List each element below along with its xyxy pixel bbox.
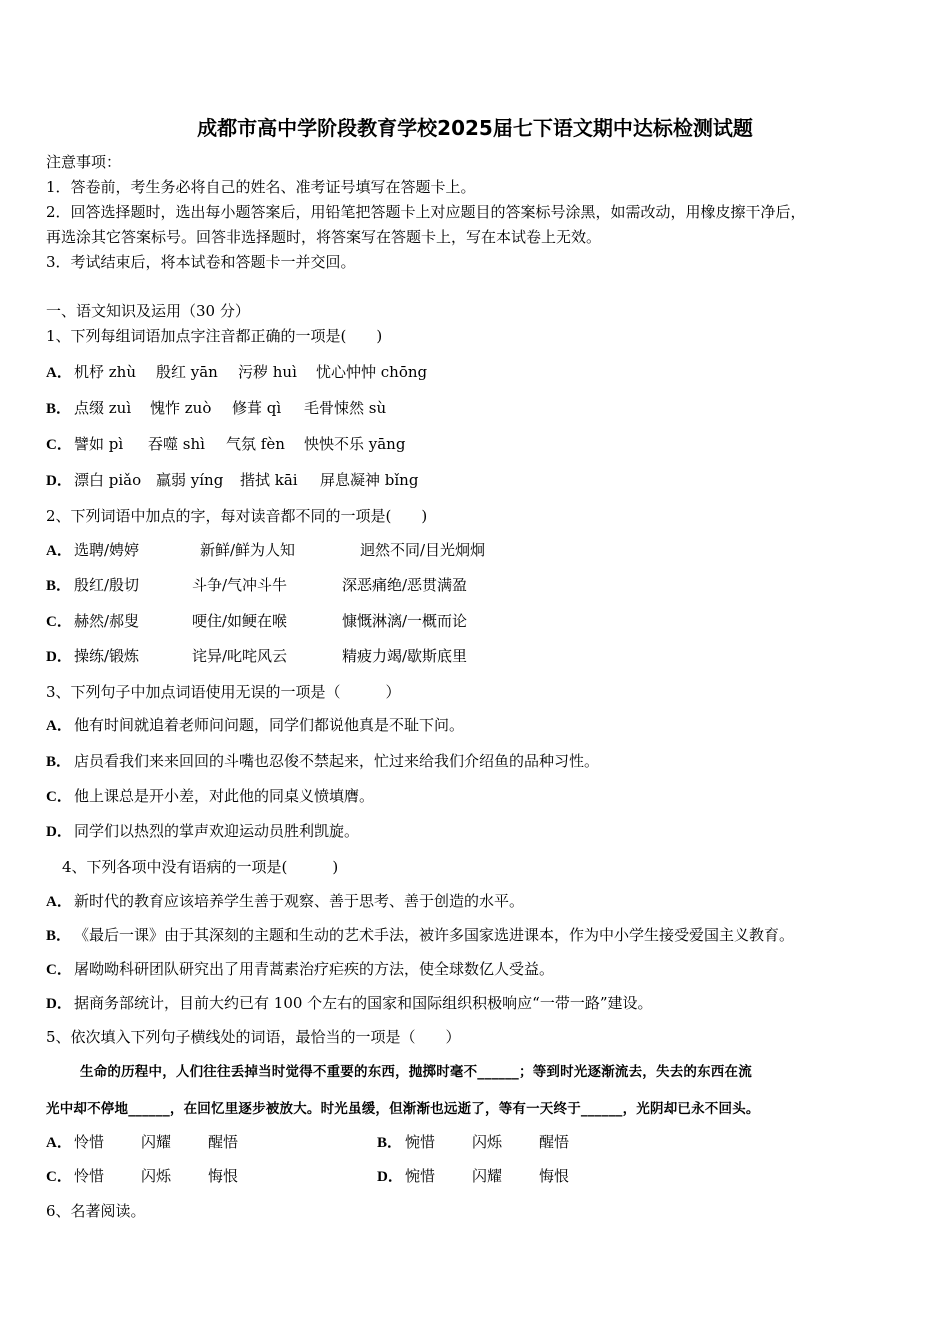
question-1-option-a — [46, 362, 427, 383]
option-letter: C． — [46, 614, 72, 630]
question-3-option-d — [46, 821, 359, 842]
question-6-stem: 6、名著阅读。 — [46, 1202, 146, 1220]
option-item: 斗争/气冲斗牛 — [192, 576, 288, 594]
option-text: 新时代的教育应该培养学生善于观察、善于思考、善于创造的水平。 — [74, 892, 525, 910]
option-letter: D． — [46, 649, 72, 665]
option-letter: B． — [46, 928, 72, 944]
option-item: 揩拭 kāi — [240, 471, 298, 489]
option-item: 譬如 pì — [74, 435, 124, 453]
option-item: 闪耀 — [141, 1133, 172, 1151]
question-2-option-b — [46, 575, 467, 596]
question-4-option-a — [46, 891, 524, 912]
option-text: 店员看我们来来回回的斗嘴也忍俊不禁起来，忙过来给我们介绍鱼的品种习性。 — [74, 752, 600, 770]
question-3-stem: 3、下列句子中加点词语使用无误的一项是（ ） — [46, 683, 401, 701]
question-4-stem: 4、下列各项中没有语病的一项是( ) — [62, 858, 339, 876]
option-item: 怜惜 — [74, 1167, 105, 1185]
option-item: 殷红 yān — [156, 363, 218, 381]
question-2-option-c — [46, 611, 467, 632]
option-item: 羸弱 yíng — [156, 471, 224, 489]
question-3-option-a — [46, 715, 464, 736]
notice-item-2-cont: 再选涂其它答案标号。回答非选择题时，将答案写在答题卡上，写在本试卷上无效。 — [46, 228, 602, 246]
notice-heading: 注意事项： — [46, 153, 122, 171]
option-letter: C． — [46, 789, 72, 805]
option-item: 闪耀 — [472, 1167, 503, 1185]
option-item: 闪烁 — [141, 1167, 172, 1185]
option-letter: C． — [46, 962, 72, 978]
option-letter: D． — [46, 473, 72, 489]
option-item: 哽住/如鲠在喉 — [192, 612, 288, 630]
option-item: 机杼 zhù — [74, 363, 136, 381]
option-item: 忧心忡忡 chōng — [316, 363, 428, 381]
option-item: 闪烁 — [472, 1133, 503, 1151]
option-letter: A． — [46, 365, 72, 381]
question-5-stem: 5、依次填入下列句子横线处的词语，最恰当的一项是（ ） — [46, 1028, 461, 1046]
notice-item-2: 2．回答选择题时，选出每小题答案后，用铅笔把答题卡上对应题目的答案标号涂黑，如需改动，用橡皮擦干净后， — [46, 203, 806, 221]
option-text: 他上课总是开小差，对此他的同桌义愤填膺。 — [74, 787, 375, 805]
option-item: 修葺 qì — [232, 399, 282, 417]
option-item: 操练/锻炼 — [74, 647, 140, 665]
option-item: 精疲力竭/歇斯底里 — [342, 647, 468, 665]
option-item: 毛骨悚然 sù — [304, 399, 387, 417]
option-letter: C． — [46, 1169, 72, 1185]
question-5-option-c — [46, 1166, 238, 1187]
question-2-option-a — [46, 540, 485, 561]
option-item: 漂白 piǎo — [74, 471, 142, 489]
notice-item-1: 1．答卷前，考生务必将自己的姓名、准考证号填写在答题卡上。 — [46, 178, 476, 196]
option-letter: B． — [46, 754, 72, 770]
option-text: 他有时间就追着老师问问题，同学们都说他真是不耻下问。 — [74, 716, 465, 734]
option-letter: A． — [46, 543, 72, 559]
option-item: 怏怏不乐 yāng — [304, 435, 406, 453]
notice-item-3: 3．考试结束后，将本试卷和答题卡一并交回。 — [46, 253, 356, 271]
option-item: 慷慨淋漓/一概而论 — [342, 612, 468, 630]
option-text: 据商务部统计，目前大约已有 100 个左右的国家和国际组织积极响应“一带一路”建设。 — [74, 994, 653, 1012]
option-item: 惋惜 — [405, 1167, 436, 1185]
option-letter: B． — [377, 1135, 403, 1151]
option-item: 悔恨 — [208, 1167, 239, 1185]
question-3-option-c — [46, 786, 374, 807]
question-1-option-c — [46, 434, 405, 455]
option-letter: A． — [46, 894, 72, 910]
option-letter: C． — [46, 437, 72, 453]
option-item: 怜惜 — [74, 1133, 105, 1151]
option-item: 赫然/郝叟 — [74, 612, 140, 630]
question-5-option-a — [46, 1132, 238, 1153]
question-1-option-d — [46, 470, 418, 491]
option-letter: B． — [46, 578, 72, 594]
option-item: 屏息凝神 bǐng — [320, 471, 419, 489]
option-item: 惋惜 — [405, 1133, 436, 1151]
option-letter: D． — [46, 824, 72, 840]
question-2-stem: 2、下列词语中加点的字，每对读音都不同的一项是( ) — [46, 507, 428, 525]
option-letter: B． — [46, 401, 72, 417]
option-item: 选聘/娉婷 — [74, 541, 140, 559]
option-letter: A． — [46, 1135, 72, 1151]
question-1-option-b — [46, 398, 386, 419]
option-item: 悔恨 — [539, 1167, 570, 1185]
option-item: 迥然不同/目光炯炯 — [360, 541, 486, 559]
section-heading: 一、语文知识及运用（30 分） — [46, 302, 250, 320]
option-item: 诧异/叱咤风云 — [192, 647, 288, 665]
option-item: 愧怍 zuò — [150, 399, 212, 417]
option-letter: A． — [46, 718, 72, 734]
option-text: 《最后一课》由于其深刻的主题和生动的艺术手法，被许多国家选进课本，作为中小学生接受爱国主义教育。 — [74, 926, 795, 944]
option-item: 醒悟 — [539, 1133, 570, 1151]
option-letter: D． — [377, 1169, 403, 1185]
option-item: 气氛 fèn — [226, 435, 285, 453]
option-item: 深恶痛绝/恶贯满盈 — [342, 576, 468, 594]
question-2-option-d — [46, 646, 467, 667]
question-3-option-b — [46, 751, 599, 772]
question-1-stem: 1、下列每组词语加点字注音都正确的一项是( ) — [46, 327, 383, 345]
question-4-option-c — [46, 959, 554, 980]
question-5-option-b — [377, 1132, 569, 1153]
option-item: 吞噬 shì — [148, 435, 205, 453]
question-4-option-d — [46, 993, 653, 1014]
option-item: 醒悟 — [208, 1133, 239, 1151]
page-title: 成都市高中学阶段教育学校2025届七下语文期中达标检测试题 — [197, 116, 753, 140]
question-5-passage-line-2: 光中却不停地______，在回忆里逐步被放大。时光虽缓，但渐渐也远逝了，等有一天终于______，光阴却已永不回头。 — [46, 1101, 760, 1117]
question-4-option-b — [46, 925, 794, 946]
option-item: 点缀 zuì — [74, 399, 132, 417]
question-5-option-d — [377, 1166, 569, 1187]
option-item: 新鲜/鲜为人知 — [200, 541, 296, 559]
question-5-passage-line-1: 生命的历程中，人们往往丢掉当时觉得不重要的东西，抛掷时毫不______；等到时光逐渐流去，失去的东西在流 — [80, 1064, 752, 1080]
option-letter: D． — [46, 996, 72, 1012]
option-item: 污秽 huì — [238, 363, 297, 381]
option-item: 殷红/殷切 — [74, 576, 140, 594]
option-text: 同学们以热烈的掌声欢迎运动员胜利凯旋。 — [74, 822, 360, 840]
option-text: 屠呦呦科研团队研究出了用青蒿素治疗疟疾的方法，使全球数亿人受益。 — [74, 960, 555, 978]
